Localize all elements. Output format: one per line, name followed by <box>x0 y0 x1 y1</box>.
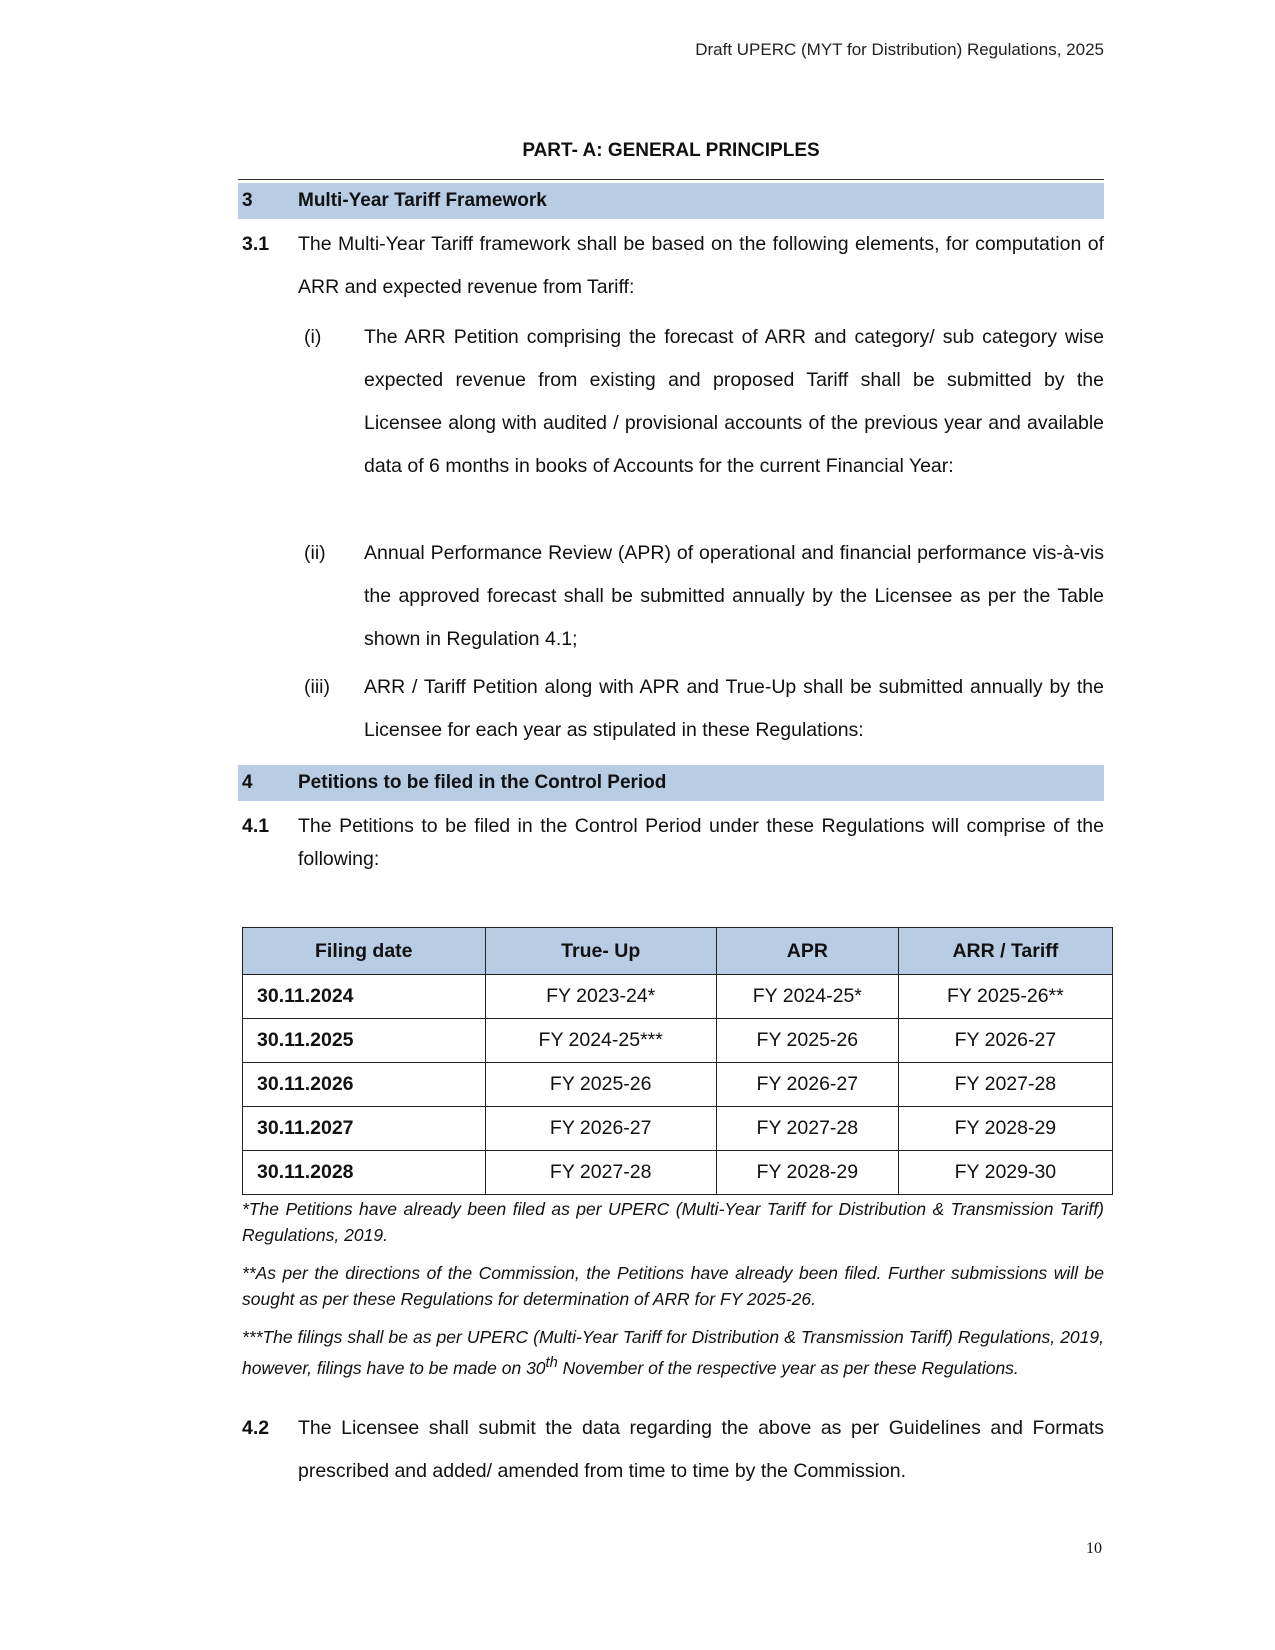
footnote-1: *The Petitions have already been filed as per UPERC (Multi-Year Tariff for Distribution & Transmission Tariff) Regulations, 2019. <box>242 1199 1104 1245</box>
cell-filing-date: 30.11.2028 <box>243 1151 486 1195</box>
clause-4-2 <box>238 1407 1104 1493</box>
table-header-row <box>243 928 1113 975</box>
cell-true-up: FY 2026-27 <box>485 1107 716 1151</box>
cell-apr: FY 2025-26 <box>716 1019 898 1063</box>
list-item-label: (ii) <box>304 542 326 564</box>
section-3-heading <box>238 183 1104 219</box>
list-item-i <box>300 316 1104 488</box>
filing-schedule-table <box>242 927 1113 1195</box>
list-item-label: (iii) <box>304 676 330 698</box>
clause-text: The Licensee shall submit the data regarding the above as per Guidelines and Formats prescribed and added/ amended from time to time by the Commission. <box>298 1417 1104 1482</box>
footnote-2: **As per the directions of the Commission, the Petitions have already been filed. Further submissions will be sought as per these Regulations for determination of ARR for FY 2025-26. <box>242 1263 1104 1309</box>
list-item-label: (i) <box>304 326 322 348</box>
cell-true-up: FY 2027-28 <box>485 1151 716 1195</box>
section-title: Petitions to be filed in the Control Period <box>298 772 667 793</box>
table-row <box>243 1151 1113 1195</box>
table-footnotes <box>242 1196 1104 1393</box>
section-4-heading <box>238 765 1104 801</box>
footnote-3-text-end: November of the respective year as per these Regulations. <box>557 1357 1019 1378</box>
table-row <box>243 1063 1113 1107</box>
list-item-text: The ARR Petition comprising the forecast of ARR and category/ sub category wise expected revenue from existing and proposed Tariff shall be submitted by the Licensee along with audited / provisional accounts of the previous year and available data of 6 months in books of Accounts for the current Financial Year: <box>364 326 1104 477</box>
cell-arr-tariff: FY 2025-26** <box>898 975 1112 1019</box>
title-divider <box>238 179 1104 180</box>
cell-true-up: FY 2025-26 <box>485 1063 716 1107</box>
cell-apr: FY 2026-27 <box>716 1063 898 1107</box>
footnote-3 <box>242 1324 1104 1381</box>
clause-4-1 <box>238 810 1104 876</box>
section-number: 3 <box>242 190 253 211</box>
cell-apr: FY 2027-28 <box>716 1107 898 1151</box>
clause-text: The Petitions to be filed in the Control Period under these Regulations will comprise of the following: <box>298 815 1104 870</box>
cell-filing-date: 30.11.2024 <box>243 975 486 1019</box>
clause-number: 4.1 <box>242 815 270 837</box>
table-row <box>243 1107 1113 1151</box>
cell-apr: FY 2024-25* <box>716 975 898 1019</box>
footnote-3-text-start: ***The filings shall be as per UPERC (Multi-Year Tariff for Distribution & Transmission Tariff) Regulations, 2019, however, filings have to be made on 30 <box>242 1327 1104 1378</box>
clause-text: The Multi-Year Tariff framework shall be based on the following elements, for computation of ARR and expected revenue from Tariff: <box>298 233 1104 298</box>
cell-arr-tariff: FY 2027-28 <box>898 1063 1112 1107</box>
clause-number: 4.2 <box>242 1417 270 1439</box>
list-item-ii <box>300 532 1104 661</box>
page-number: 10 <box>1086 1540 1102 1557</box>
cell-filing-date: 30.11.2026 <box>243 1063 486 1107</box>
running-header: Draft UPERC (MYT for Distribution) Regulations, 2025 <box>695 40 1104 59</box>
cell-arr-tariff: FY 2028-29 <box>898 1107 1112 1151</box>
footnote-3-superscript: th <box>545 1355 558 1371</box>
cell-true-up: FY 2023-24* <box>485 975 716 1019</box>
clause-3-1 <box>238 223 1104 309</box>
cell-filing-date: 30.11.2025 <box>243 1019 486 1063</box>
cell-apr: FY 2028-29 <box>716 1151 898 1195</box>
section-number: 4 <box>242 772 253 793</box>
header-filing-date: Filing date <box>243 928 486 975</box>
list-item-text: Annual Performance Review (APR) of operational and financial performance vis-à-vis the approved forecast shall be submitted annually by the Licensee as per the Table shown in Regulation 4.1; <box>364 542 1104 650</box>
cell-filing-date: 30.11.2027 <box>243 1107 486 1151</box>
cell-true-up: FY 2024-25*** <box>485 1019 716 1063</box>
section-title: Multi-Year Tariff Framework <box>298 190 547 211</box>
table-row <box>243 975 1113 1019</box>
list-item-text: ARR / Tariff Petition along with APR and True-Up shall be submitted annually by the Licensee for each year as stipulated in these Regulations: <box>364 676 1104 741</box>
header-apr: APR <box>716 928 898 975</box>
cell-arr-tariff: FY 2029-30 <box>898 1151 1112 1195</box>
table-row <box>243 1019 1113 1063</box>
cell-arr-tariff: FY 2026-27 <box>898 1019 1112 1063</box>
list-item-iii <box>300 666 1104 752</box>
header-arr-tariff: ARR / Tariff <box>898 928 1112 975</box>
header-true-up: True- Up <box>485 928 716 975</box>
part-title: PART- A: GENERAL PRINCIPLES <box>522 140 820 161</box>
clause-number: 3.1 <box>242 233 270 255</box>
